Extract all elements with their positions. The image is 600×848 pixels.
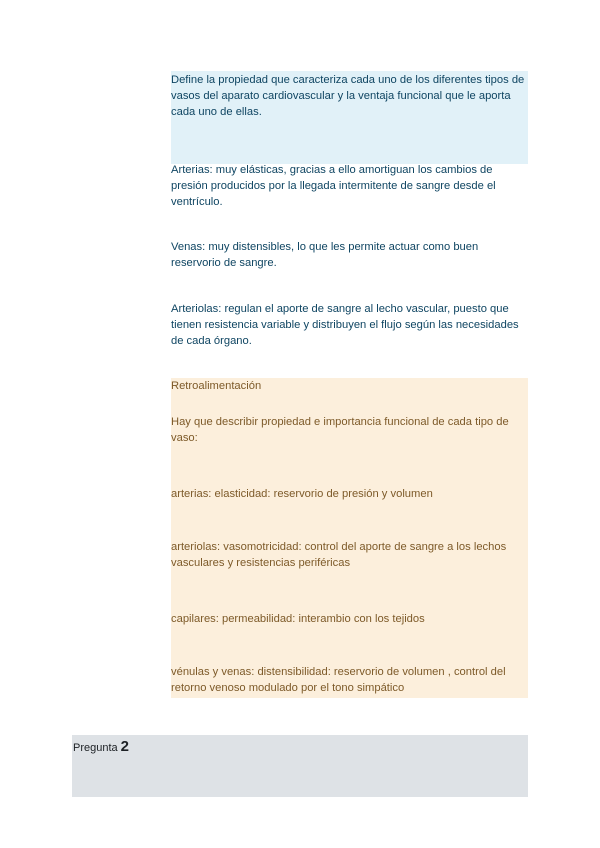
question-text-box: [171, 71, 528, 164]
question-number: 2: [120, 738, 129, 755]
next-question-header: [72, 735, 528, 797]
feedback-box: [171, 378, 528, 698]
question-label: [73, 739, 129, 756]
feedback-intro: Hay que describir propiedad e importancia funcional de cada tipo de vaso:: [171, 416, 509, 444]
question-label-text: Pregunta: [73, 742, 118, 754]
feedback-item-capilares: capilares: permeabilidad: interambio con los tejidos: [171, 613, 425, 625]
answer-paragraph-arterias: Arterias: muy elásticas, gracias a ello amortiguan los cambios de presión producidos por la llegada intermitente de sangre desde el ventrículo.: [171, 164, 496, 208]
answer-paragraph-arteriolas: Arteriolas: regulan el aporte de sangre al lecho vascular, puesto que tienen resistencia variable y distribuyen el flujo según las necesidades de cada órgano.: [171, 303, 519, 347]
question-text: Define la propiedad que caracteriza cada uno de los diferentes tipos de vasos del aparato cardiovascular y la ventaja funcional que le aporta cada uno de ellas.: [171, 74, 525, 118]
feedback-item-arteriolas: arteriolas: vasomotricidad: control del aporte de sangre a los lechos vasculares y resistencias periféricas: [171, 541, 507, 569]
feedback-heading: Retroalimentación: [171, 380, 262, 392]
feedback-item-arterias: arterias: elasticidad: reservorio de presión y volumen: [171, 488, 433, 500]
answer-paragraph-venas: Venas: muy distensibles, lo que les permite actuar como buen reservorio de sangre.: [171, 241, 479, 269]
feedback-item-venas: vénulas y venas: distensibilidad: reservorio de volumen , control del retorno venoso modulado por el tono simpático: [171, 666, 506, 694]
